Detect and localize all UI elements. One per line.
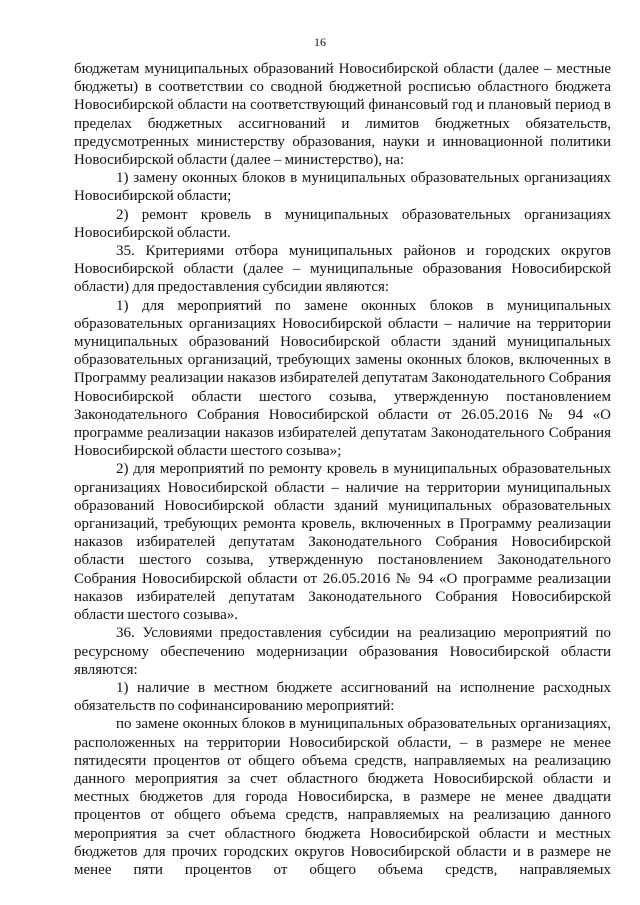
- document-body: [74, 60, 611, 879]
- paragraph-criteria-windows: 1) для мероприятий по замене оконных блоков в муниципальных образовательных организациях Новосибирской области – наличие на территории муниципальных образований Новосибирской области зданий муниципальных образовательных организаций, требующих замены оконных блоков, включенных в Программу реализации наказов избирателей депутатам Законодательного Собрания Новосибирской области шестого созыва, утвержденную постановлением Законодательного Собрания Новосибирской области от 26.05.2016 № 94 «О программе реализации наказов избирателей депутатам Законодательного Собрания Новосибирской области шестого созыва»;: [74, 297, 611, 460]
- page-number: 16: [314, 35, 326, 49]
- paragraph-item-roof-repair: 2) ремонт кровель в муниципальных образовательных организациях Новосибирской области.: [74, 206, 611, 241]
- paragraph-35-criteria: 35. Критериями отбора муниципальных районов и городских округов Новосибирской области (далее – муниципальные образования Новосибирской области) для предоставления субсидии являются:: [74, 243, 611, 296]
- paragraph-item-window-blocks: 1) замену оконных блоков в муниципальных образовательных организациях Новосибирской области;: [74, 170, 611, 205]
- paragraph-budgets-intro: бюджетам муниципальных образований Новосибирской области (далее – местные бюджеты) в соответствии со сводной бюджетной росписью областного бюджета Новосибирской области на соответствующий финансовый год и плановый период в пределах бюджетных ассигнований и лимитов бюджетных обязательств, предусмотренных министерству образования, науки и инновационной политики Новосибирской области (далее – министерство), на:: [74, 61, 611, 169]
- paragraph-36-conditions: 36. Условиями предоставления субсидии на реализацию мероприятий по ресурсному обеспечению модернизации образования Новосибирской области являются:: [74, 625, 611, 678]
- paragraph-criteria-roofs: 2) для мероприятий по ремонту кровель в муниципальных образовательных организациях Новосибирской области – наличие на территории муниципальных образований Новосибирской области зданий муниципальных образовательных организаций, требующих ремонта кровель, включенных в Программу реализации наказов избирателей депутатам Законодательного Собрания Новосибирской области шестого созыва, утвержденную постановлением Законодательного Собрания Новосибирской области от 26.05.2016 № 94 «О программе реализации наказов избирателей депутатам Законодательного Собрания Новосибирской области шестого созыва».: [74, 461, 611, 624]
- paragraph-condition-local-budget: 1) наличие в местном бюджете ассигнований на исполнение расходных обязательств по софинансированию мероприятий:: [74, 679, 611, 715]
- paragraph-cofinancing-windows: по замене оконных блоков в муниципальных образовательных организациях, расположенных на территории Новосибирской области, – в размере не менее пятидесяти процентов от общего объема средств, направляемых на реализацию данного мероприятия за счет областного бюджета Новосибирской области и местных бюджетов для города Новосибирска, в размере не менее двадцати процентов от общего объема средств, направляемых на реализацию данного мероприятия за счет областного бюджета Новосибирской области и местных бюджетов для прочих городских округов Новосибирской области и в размере не менее пяти процентов от общего объема средств, направляемых: [74, 716, 611, 878]
